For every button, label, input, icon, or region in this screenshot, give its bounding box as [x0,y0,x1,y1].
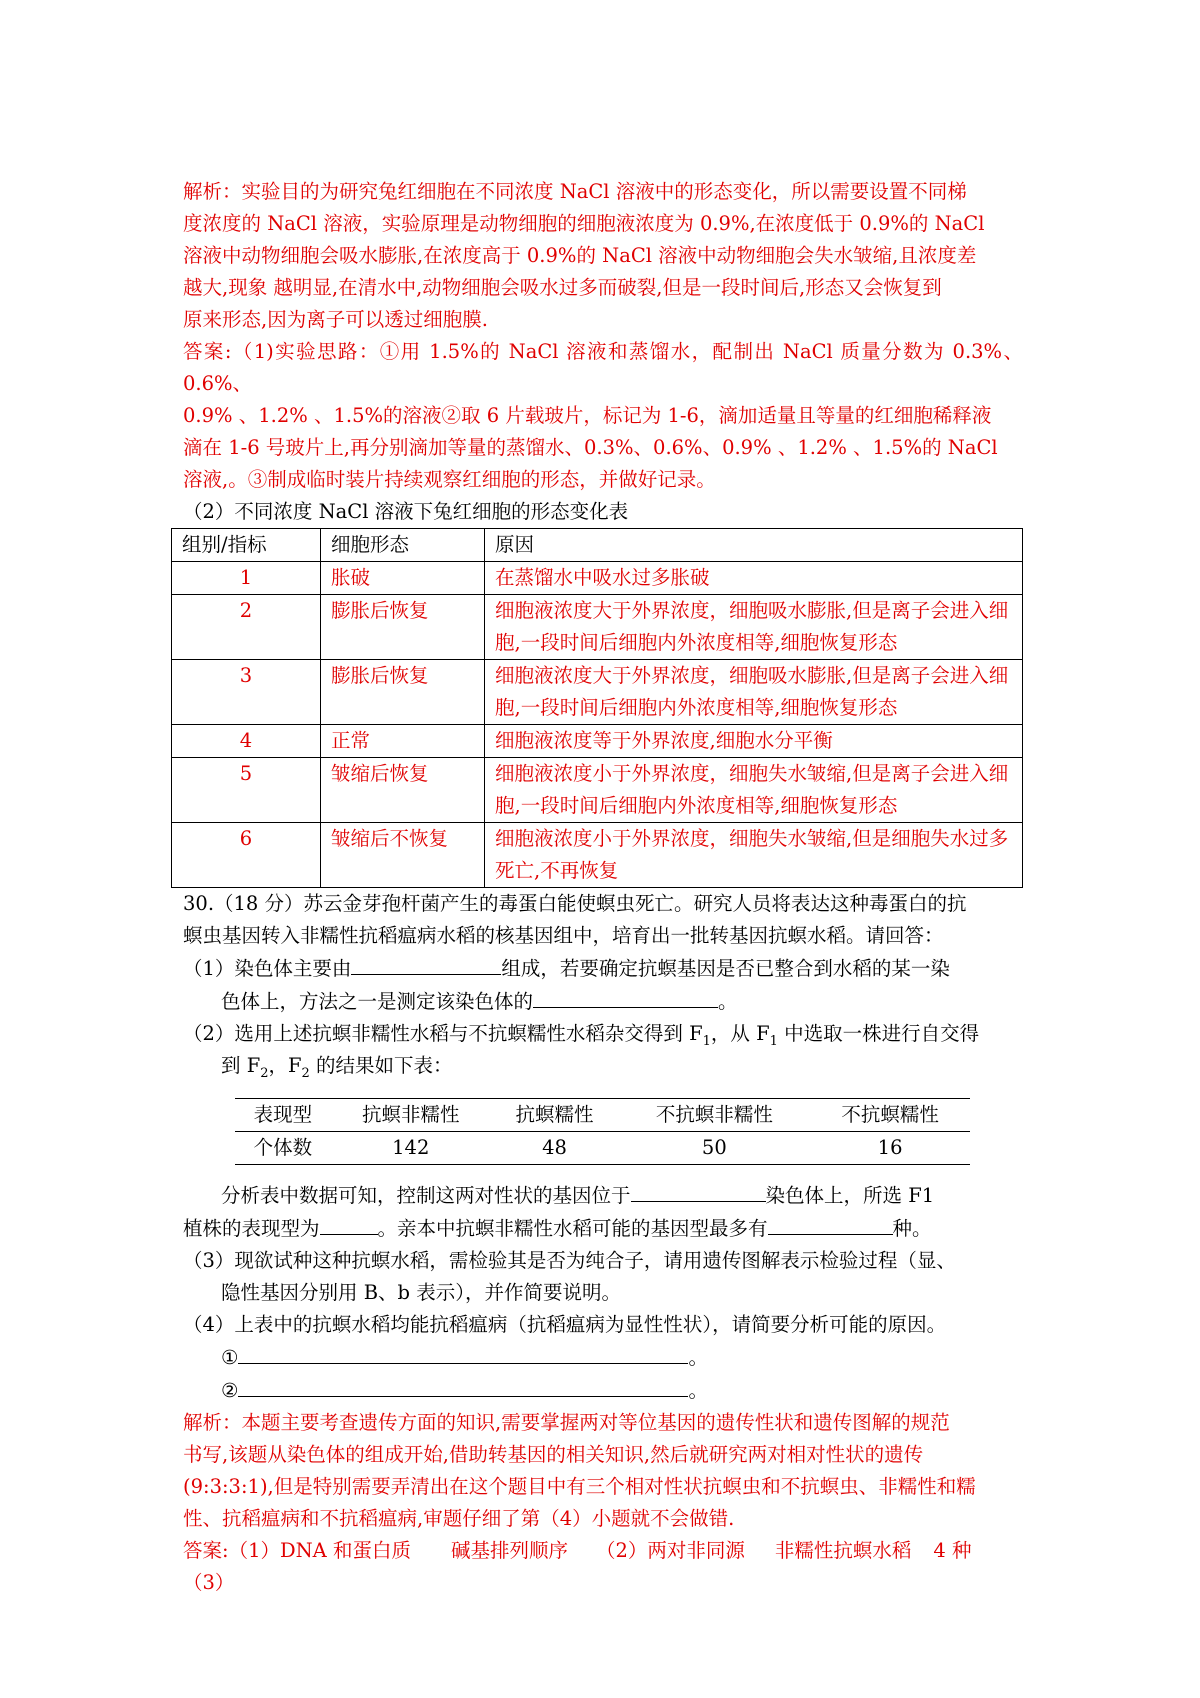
row-shape: 膨胀后恢复 [321,660,485,725]
answer2-part-e: 4 种 [933,1539,972,1562]
analysis2-line-1: 解析：本题主要考查遗传方面的知识,需要掌握两对等位基因的遗传性状和遗传图解的规范 [183,1411,950,1434]
table-row [172,725,1023,758]
row-shape: 正常 [321,725,485,758]
q30-part2-text-c: 中选取一株进行自交得 [777,1022,980,1045]
header-col-4: 不抗螟糯性 [810,1099,970,1132]
q30-part1-text-a: （1）染色体主要由 [183,957,352,980]
answer-section-2 [183,1535,1023,1599]
q30-part2-text-b: ，从 F [710,1022,770,1045]
answer1-line-3: 滴在 1-6 号玻片上,再分别滴加等量的蒸馏水、0.3%、0.6%、0.9% 、1.2% 、1.5%的 NaCl [183,436,998,459]
document-page [183,176,1023,1599]
answer-section-1 [183,336,1023,528]
answer-blank-2[interactable] [533,985,718,1008]
f2-results-table [235,1098,970,1165]
analysis-section-2 [183,1407,1023,1535]
row-label: 个体数 [235,1132,331,1165]
q30-analysis-text-c: 植株的表现型为 [183,1217,320,1240]
row-group: 6 [172,823,321,888]
q30-part3-line1: （3）现欲试种这种抗螟水稻，需检验其是否为纯合子，请用遗传图解表示检验过程（显、 [183,1249,956,1272]
q30-part2-line2 [183,1050,1023,1082]
q30-analysis-text-d: 。亲本中抗螟非糯性水稻可能的基因型最多有 [377,1217,768,1240]
answer2-line-1 [183,1535,1023,1567]
header-col-3: 不抗螟非糯性 [618,1099,810,1132]
q30-part3-line2: 隐性基因分别用 B、b 表示），并作简要说明。 [221,1281,621,1304]
answer1-line-4: 溶液,。③制成临时装片持续观察红细胞的形态，并做好记录。 [183,468,716,491]
q30-analysis-text-a: 分析表中数据可知，控制这两对性状的基因位于 [221,1184,631,1207]
q30-part4-line3 [183,1374,1023,1407]
q30-part2-text-e: ，F [268,1054,302,1077]
answer2-part-b: 碱基排列顺序 [450,1539,568,1562]
row-shape: 皱缩后恢复 [321,758,485,823]
row-shape: 皱缩后不恢复 [321,823,485,888]
q30-analysis-line1 [183,1179,1023,1212]
row-shape: 膨胀后恢复 [321,595,485,660]
answer2-part-d: 非糯性抗螟水稻 [774,1539,912,1562]
subscript-3: 2 [260,1065,269,1081]
count-4: 16 [810,1132,970,1165]
q30-part4-line1: （4）上表中的抗螟水稻均能抗稻瘟病（抗稻瘟病为显性性状），请简要分析可能的原因。 [183,1313,947,1336]
q30-part2-text-d: 到 F [221,1054,261,1077]
answer1-line-2: 0.9% 、1.2% 、1.5%的溶液②取 6 片载玻片，标记为 1-6，滴加适量且等量的红细胞稀释液 [183,404,992,427]
table-header-row [172,529,1023,562]
row-group: 2 [172,595,321,660]
count-3: 50 [618,1132,810,1165]
analysis2-line-2: 书写,该题从染色体的组成开始,借助转基因的相关知识,然后就研究两对相对性状的遗传 [183,1443,924,1466]
marker-2: ② [221,1379,239,1402]
answer2-line-2: （3） [183,1571,235,1594]
analysis-section-1 [183,176,1023,336]
answer-blank-7[interactable] [238,1374,688,1397]
header-phenotype: 表现型 [235,1099,331,1132]
header-col-2: 抗螟糯性 [491,1099,619,1132]
count-2: 48 [491,1132,619,1165]
answer-blank-5[interactable] [768,1212,893,1235]
header-shape: 细胞形态 [321,529,485,562]
q30-intro-line-2: 螟虫基因转入非糯性抗稻瘟病水稻的核基因组中，培育出一批转基因抗螟水稻。请回答： [183,924,944,947]
analysis2-line-3: (9:3:3:1),但是特别需要弄清出在这个题目中有三个相对性状抗螟虫和不抗螟虫、非糯性和糯 [183,1475,976,1498]
table-row [172,562,1023,595]
table-header-row [235,1099,970,1132]
subscript-4: 2 [301,1065,310,1081]
q30-part4-line2 [183,1341,1023,1374]
table-row [235,1132,970,1165]
row-reason: 细胞液浓度小于外界浓度，细胞失水皱缩,但是离子会进入细胞,一段时间后细胞内外浓度相等,细胞恢复形态 [485,758,1023,823]
f2-results-table-wrap [235,1098,970,1165]
analysis1-line-2: 度浓度的 NaCl 溶液，实验原理是动物细胞的细胞液浓度为 0.9%,在浓度低于 0.9%的 NaCl [183,212,985,235]
row-shape: 胀破 [321,562,485,595]
analysis1-line-4: 越大,现象 越明显,在清水中,动物细胞会吸水过多而破裂,但是一段时间后,形态又会恢复到 [183,276,942,299]
q30-analysis-text-e: 种。 [892,1217,932,1240]
analysis1-line-1: 解析：实验目的为研究兔红细胞在不同浓度 NaCl 溶液中的形态变化，所以需要设置不同梯 [183,180,967,203]
answer2-part-c: （2）两对非同源 [595,1539,745,1562]
table1-title: （2）不同浓度 NaCl 溶液下兔红细胞的形态变化表 [183,500,629,523]
analysis1-line-3: 溶液中动物细胞会吸水膨胀,在浓度高于 0.9%的 NaCl 溶液中动物细胞会失水皱缩,且浓度差 [183,244,977,267]
period-1: 。 [688,1346,708,1369]
subscript-1: 1 [702,1033,711,1049]
analysis1-line-5: 原来形态,因为离子可以透过细胞膜. [183,308,488,331]
count-1: 142 [331,1132,491,1165]
marker-1: ① [221,1346,239,1369]
q30-part2-text-a: （2）选用上述抗螟非糯性水稻与不抗螟糯性水稻杂交得到 F [183,1022,703,1045]
q30-part2-text-f: 的结果如下表： [309,1054,453,1077]
row-reason: 细胞液浓度大于外界浓度，细胞吸水膨胀,但是离子会进入细胞,一段时间后细胞内外浓度相等,细胞恢复形态 [485,660,1023,725]
period-2: 。 [688,1379,708,1402]
header-group: 组别/指标 [172,529,321,562]
table-row [172,660,1023,725]
q30-part1-text-c: 色体上，方法之一是测定该染色体的 [221,990,534,1013]
q30-part1-text-d: 。 [718,990,738,1013]
row-group: 1 [172,562,321,595]
q30-part1-text-b: 组成，若要确定抗螟基因是否已整合到水稻的某一染 [501,957,950,980]
q30-part1-line1 [183,952,1023,985]
table-row [172,823,1023,888]
answer-blank-3[interactable] [631,1179,766,1202]
row-group: 4 [172,725,321,758]
answer-blank-1[interactable] [351,952,501,975]
row-reason: 在蒸馏水中吸水过多胀破 [485,562,1023,595]
table-row [172,595,1023,660]
q30-analysis-text-b: 染色体上，所选 F1 [765,1184,935,1207]
row-group: 5 [172,758,321,823]
row-reason: 细胞液浓度等于外界浓度,细胞水分平衡 [485,725,1023,758]
table-row [172,758,1023,823]
header-col-1: 抗螟非糯性 [331,1099,491,1132]
row-reason: 细胞液浓度小于外界浓度，细胞失水皱缩,但是细胞失水过多死亡,不再恢复 [485,823,1023,888]
row-group: 3 [172,660,321,725]
analysis2-line-4: 性、抗稻瘟病和不抗稻瘟病,审题仔细了第（4）小题就不会做错. [183,1507,735,1530]
header-reason: 原因 [485,529,1023,562]
answer1-line-1: 答案:（1)实验思路：①用 1.5%的 NaCl 溶液和蒸馏水，配制出 NaCl 质量分数为 0.3%、0.6%、 [183,340,1023,395]
q30-intro-line-1: 30.（18 分）苏云金芽孢杆菌产生的毒蛋白能使螟虫死亡。研究人员将表达这种毒蛋白的抗 [183,892,967,915]
q30-part2-line1 [183,1018,1023,1050]
answer2-part-a: 答案:（1）DNA 和蛋白质 [183,1539,411,1562]
q30-part1-line2 [183,985,1023,1018]
question-30 [183,888,1023,1407]
q30-analysis-line2 [183,1212,1023,1245]
cell-shape-table [171,528,1023,888]
row-reason: 细胞液浓度大于外界浓度，细胞吸水膨胀,但是离子会进入细胞,一段时间后细胞内外浓度相等,细胞恢复形态 [485,595,1023,660]
answer-blank-4[interactable] [320,1212,378,1235]
subscript-2: 1 [769,1033,778,1049]
answer-blank-6[interactable] [238,1341,688,1364]
